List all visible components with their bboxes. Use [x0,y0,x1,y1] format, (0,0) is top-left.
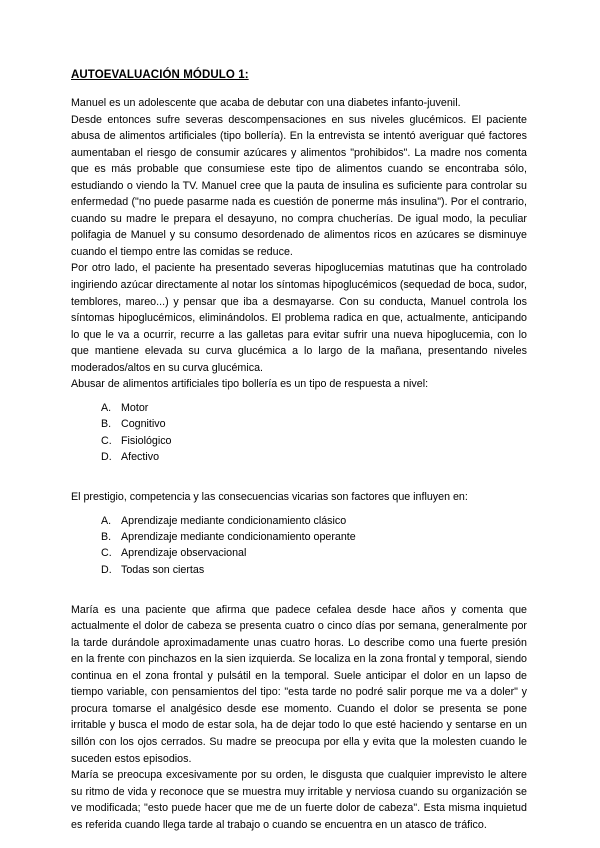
option-label: Aprendizaje mediante condicionamiento operante [121,530,356,543]
case-maria-paragraph-1: María es una paciente que afirma que padece cefalea desde hace años y comenta que actualmente el dolor de cabeza se presenta cuatro o cinco días por semana, generalmente por la tarde durándole aproximadamente unas cuatro horas. Lo describe como una fuerte presión en la frente con pinchazos en la sien izquierda. Se localiza en la zona frontal y temporal, siendo continua en el zona frontal y pulsátil en la temporal. Suele anticipar el dolor en un lapso de tiempo variable, con pensamientos del tipo: "esta tarde no podré salir porque me va a doler" y procura tomarse el analgésico desde ese momento. Cuando el dolor se presenta se pone irritable y busca el modo de estar sola, ha de dejar todo lo que esté haciendo y sentarse en un sillón con los ojos cerrados. Su madre se preocupa por ella y evita que la molesten cuando le suceden estos episodios. [71,603,527,765]
option-marker: B. [101,530,112,543]
list-item[interactable] [101,562,527,578]
option-marker: A. [101,514,112,527]
list-item[interactable] [101,545,527,561]
list-item[interactable] [101,529,527,545]
list-item[interactable] [101,513,527,529]
option-label: Aprendizaje observacional [121,547,247,560]
list-item[interactable] [101,433,527,449]
option-label: Motor [121,401,149,414]
question-1-options [71,400,527,466]
case-manuel-paragraph-3: Por otro lado, el paciente ha presentado severas hipoglucemias matutinas que ha controlado ingiriendo azúcar directamente al notar los síntomas hipoglucémicos (sequedad de boca, sudor, temblores, mareo...) y pensar que iba a desmayarse. Con su conducta, Manuel controla los síntomas hipoglucémicos, eliminándolos. El problema radica en que, actualmente, anticipando lo que le va a ocurrir, recurre a las galletas para evitar sufrir una nueva hipoglucemia, con lo que mantiene elevada su curva glucémica a lo largo de la mañana, presentando niveles moderados/altos en su curva glucémica. [71,262,527,374]
spacer [71,595,527,602]
option-marker: C. [101,434,112,447]
spacer [71,578,527,595]
option-marker: D. [101,563,112,576]
question-2-stem: El prestigio, competencia y las consecuencias vicarias son factores que influyen en: [71,490,468,503]
option-label: Afectivo [121,451,160,464]
option-label: Fisiológico [121,434,172,447]
spacer [71,506,527,513]
option-marker: D. [101,451,112,464]
option-label: Cognitivo [121,418,166,431]
list-item[interactable] [101,416,527,432]
spacer [71,465,527,482]
spacer [71,393,527,400]
case-manuel-paragraph-2: Desde entonces sufre severas descompensaciones en sus niveles glucémicos. El paciente abusa de alimentos artificiales (tipo bollería). En la entrevista se intentó averiguar qué factores aumentaban el riesgo de consumir azúcares y alimentos "prohibidos". La madre nos comenta que es más probable que consumiese este tipo de alimentos cuando se encontraba sólo, estudiando o viendo la TV. Manuel cree que la pauta de insulina es suficiente para controlar su enfermedad ("no puede pasarme nada es cuestión de ponerme más insulina"). Por el contrario, cuando su madre le prepara el desayuno, no compra chucherías. De igual modo, la peculiar polifagia de Manuel y su consumo desordenado de alimentos ricos en azúcares se disminuye cuando el tiempo entre las comidas se reduce. [71,113,527,258]
list-item[interactable] [101,400,527,416]
option-marker: A. [101,401,112,414]
question-2-options [71,513,527,579]
question-1-stem: Abusar de alimentos artificiales tipo bollería es un tipo de respuesta a nivel: [71,378,429,391]
option-marker: C. [101,547,112,560]
spacer [71,482,527,489]
case-manuel-paragraph-1: Manuel es un adolescente que acaba de debutar con una diabetes infanto-juvenil. [71,97,461,109]
option-marker: B. [101,418,112,431]
list-item[interactable] [101,449,527,465]
page-title: AUTOEVALUACIÓN MÓDULO 1: [71,69,249,81]
option-label: Aprendizaje mediante condicionamiento clásico [121,514,347,527]
case-maria-paragraph-2: María se preocupa excesivamente por su orden, le disgusta que cualquier imprevisto le altere su ritmo de vida y reconoce que se muestra muy irritable y nerviosa cuando su organización se ve modificada; "esto puede hacer que me de un fuerte dolor de cabeza". Esta misma inquietud es referida cuando llega tarde al trabajo o cuando se encuentra en un atasco de tráfico. [71,769,527,831]
option-label: Todas son ciertas [121,563,205,576]
